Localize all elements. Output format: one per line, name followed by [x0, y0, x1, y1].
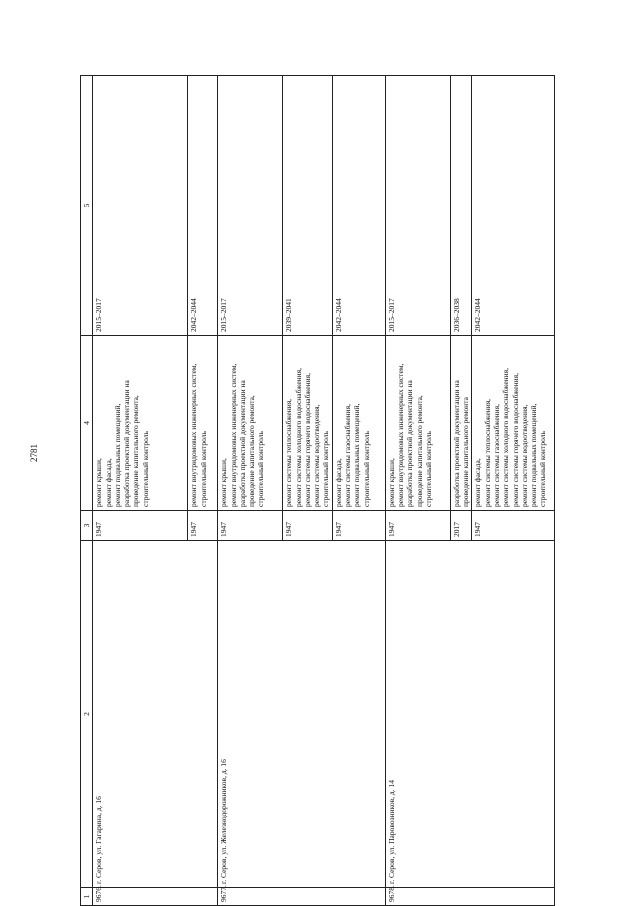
work-item: ремонт системы холодного водоснабжения, [293, 367, 303, 507]
work-item: строительный контроль [140, 431, 150, 507]
work-item: строительный контроль [538, 431, 548, 507]
building-address: г. Серов, ул. Железнодорожников, д. 16 [218, 541, 385, 888]
building-address: г. Серов, ул. Паровозников, д. 14 [385, 541, 555, 888]
repair-period: 2015–2017 [385, 76, 450, 336]
row-number: 9678. [385, 888, 555, 906]
work-item: ремонт внутридомовых инженерных систем, [228, 363, 238, 507]
repair-schedule-table [80, 75, 555, 906]
repair-period: 2039–2041 [283, 76, 332, 336]
page-number: 2781 [29, 444, 39, 462]
work-item: ремонт системы горячего водоснабжения, [510, 373, 520, 507]
repair-period: 2042–2044 [332, 76, 385, 336]
row-number: 9676. [93, 888, 218, 906]
work-item: ремонт системы газоснабжения, [343, 403, 353, 507]
build-year: 2017 [450, 511, 472, 541]
work-item: ремонт системы теплоснабжения, [482, 398, 492, 507]
work-item: ремонт подвальных помещений, [112, 403, 122, 507]
repair-period: 2015–2017 [93, 76, 188, 336]
column-number-row [81, 76, 93, 906]
build-year: 1947 [93, 511, 188, 541]
work-item: разработка проектной документации на [237, 380, 247, 507]
work-types [218, 336, 283, 511]
work-item: ремонт фасада, [473, 458, 483, 507]
build-year: 1947 [188, 511, 218, 541]
work-types [472, 336, 555, 511]
work-item: ремонт фасада, [333, 458, 343, 507]
work-item: строительный контроль [198, 431, 208, 507]
build-year: 1947 [283, 511, 332, 541]
work-item: проведение капитального ремонта, [247, 395, 257, 507]
work-item: ремонт крыши, [219, 458, 229, 507]
building-address: г. Серов, ул. Гагарина, д. 16 [93, 541, 218, 888]
build-year: 1947 [332, 511, 385, 541]
work-item: строительный контроль [423, 431, 433, 507]
work-item: строительный контроль [256, 431, 266, 507]
work-item: ремонт крыши, [386, 458, 396, 507]
table-frame [80, 76, 550, 906]
column-header-5: 5 [81, 76, 93, 336]
work-item: ремонт системы холодного водоснабжения, [501, 367, 511, 507]
column-header-3: 3 [81, 511, 93, 541]
work-item: ремонт крыши, [94, 458, 104, 507]
work-item: разработка проектной документации на [122, 380, 132, 507]
work-types [283, 336, 332, 511]
work-item: ремонт фасада, [103, 458, 113, 507]
column-header-4: 4 [81, 336, 93, 511]
work-item: строительный контроль [321, 431, 331, 507]
build-year: 1947 [385, 511, 450, 541]
work-item: проведение капитального ремонта, [414, 395, 424, 507]
row-number: 9677. [218, 888, 385, 906]
work-item: разработка проектной документации на [405, 380, 415, 507]
work-item: ремонт системы водоотведения, [519, 404, 529, 507]
repair-period: 2015–2017 [218, 76, 283, 336]
work-types [332, 336, 385, 511]
work-item: ремонт системы теплоснабжения, [284, 398, 294, 507]
work-item: ремонт системы газоснабжения, [491, 403, 501, 507]
column-header-2: 2 [81, 541, 93, 888]
work-item: ремонт внутридомовых инженерных систем, [189, 363, 199, 507]
work-types [450, 336, 472, 511]
table-row [218, 76, 283, 906]
repair-period: 2042–2044 [472, 76, 555, 336]
repair-period: 2036–2038 [450, 76, 472, 336]
rotated-table-container [80, 76, 550, 906]
table-row [385, 76, 450, 906]
work-item: разработка проектной документации на [451, 380, 461, 507]
build-year: 1947 [472, 511, 555, 541]
build-year: 1947 [218, 511, 283, 541]
work-item: ремонт подвальных помещений, [529, 403, 539, 507]
repair-period: 2042–2044 [188, 76, 218, 336]
work-types [188, 336, 218, 511]
work-types [385, 336, 450, 511]
work-item: строительный контроль [361, 431, 371, 507]
work-item: ремонт подвальных помещений, [352, 403, 362, 507]
work-item: проведение капитального ремонта [461, 397, 471, 507]
work-item: ремонт системы горячего водоснабжения, [302, 373, 312, 507]
work-item: ремонт внутридомовых инженерных систем, [396, 363, 406, 507]
work-types [93, 336, 188, 511]
work-item: ремонт системы водоотведения, [312, 404, 322, 507]
work-item: проведение капитального ремонта, [131, 395, 141, 507]
column-header-1: 1 [81, 888, 93, 906]
table-row [93, 76, 188, 906]
